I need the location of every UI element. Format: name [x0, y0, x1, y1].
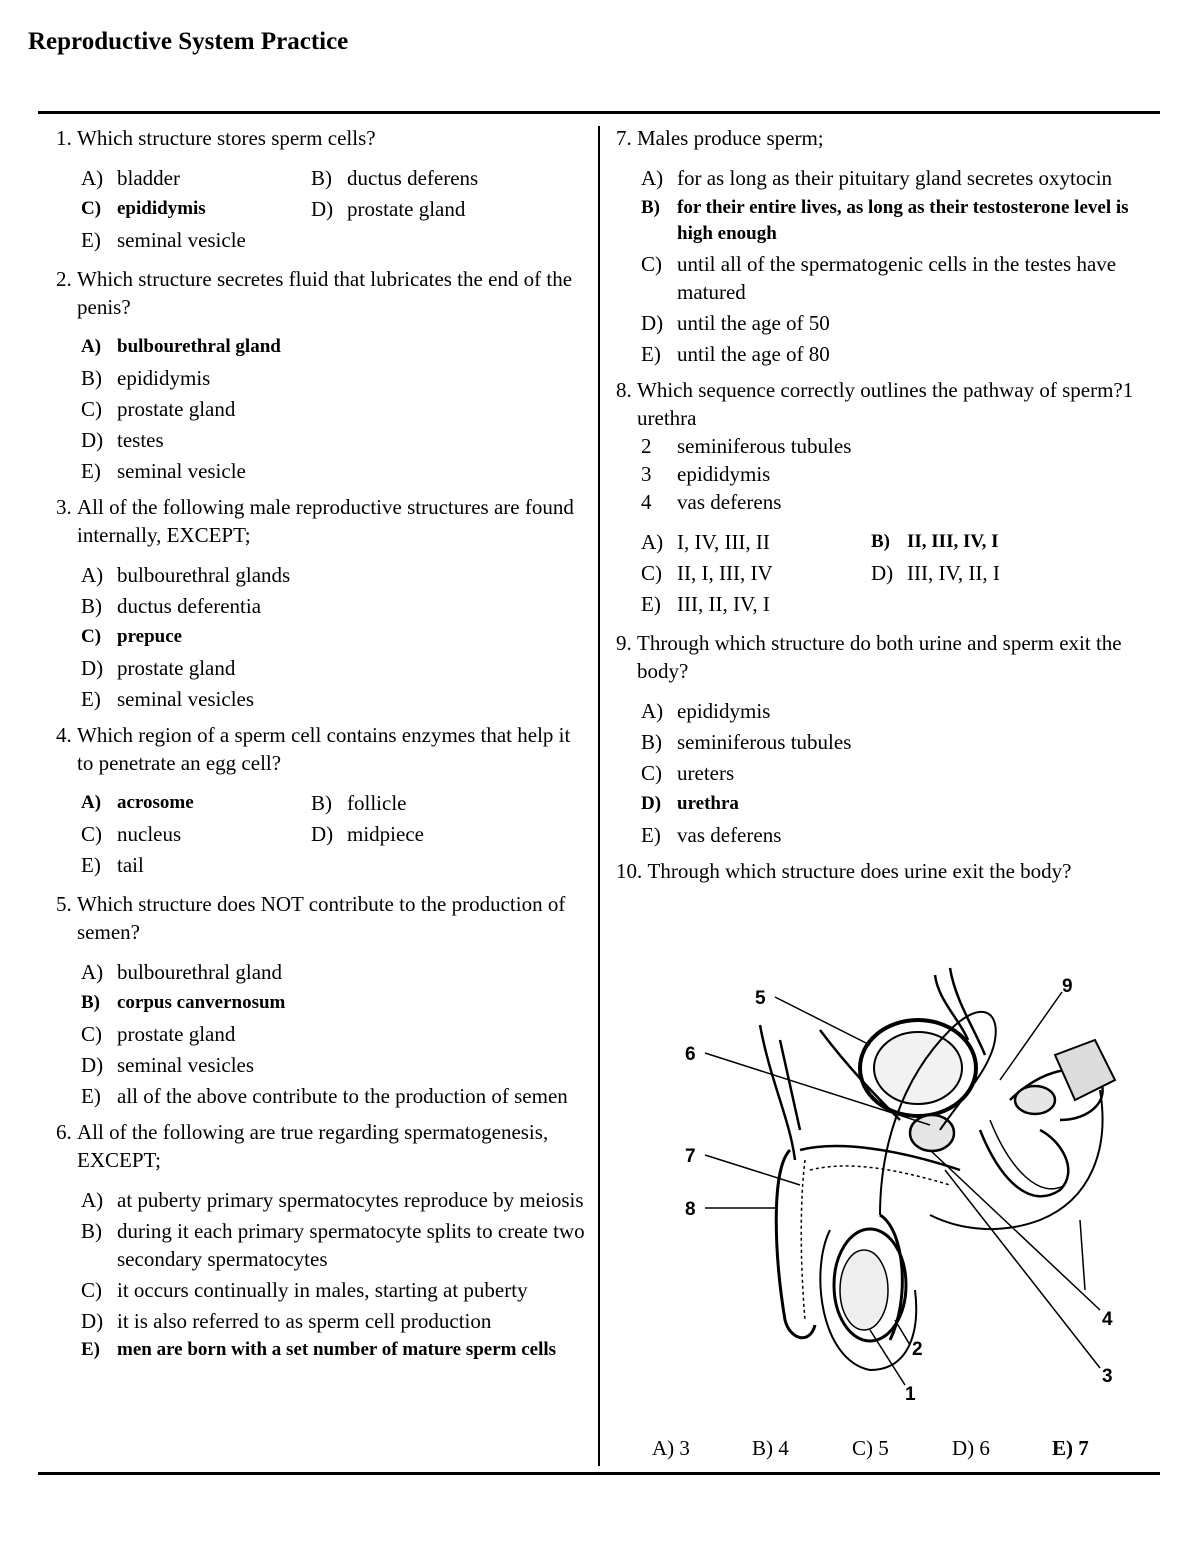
column-divider [598, 126, 600, 1466]
option-c-correct: C) epididymis [81, 198, 206, 219]
diagram-label-7: 7 [685, 1146, 696, 1167]
option-a: A) for as long as their pituitary gland secretes oxytocin [641, 166, 1113, 190]
left-column [56, 124, 586, 1370]
option-c: C) II, I, III, IV [641, 561, 773, 585]
option-b: B) during it each primary spermatocyte splits to create two secondary spermatocytes [81, 1219, 585, 1271]
question-number: 1. [56, 126, 77, 150]
question-number: 6. [56, 1120, 77, 1144]
diagram-label-8: 8 [685, 1199, 696, 1220]
diagram-label-5: 5 [755, 988, 766, 1009]
sequence-item: 3 epididymis [641, 462, 771, 486]
question-10-options [652, 1436, 1152, 1461]
diagram-label-4: 4 [1102, 1309, 1113, 1330]
option-d: D) testes [81, 428, 164, 452]
option-c-correct: C) prepuce [81, 626, 183, 647]
male-reproductive-diagram [640, 955, 1160, 1415]
option-b: B) epididymis [81, 366, 211, 390]
option-e: E) seminal vesicle [81, 459, 246, 483]
diagram-label-9: 9 [1062, 976, 1073, 997]
question-10 [616, 857, 1161, 885]
question-8 [616, 376, 1161, 621]
option-d: D) midpiece [311, 822, 424, 846]
question-1 [56, 124, 586, 257]
question-number: 8. [616, 378, 637, 402]
option-c: C) prostate gland [81, 1022, 236, 1046]
option-c: C) nucleus [81, 822, 182, 846]
option-b-correct: B) corpus canvernosum [81, 992, 286, 1013]
page-title: Reproductive System Practice [28, 28, 349, 55]
diagram-label-1: 1 [905, 1384, 916, 1405]
question-text: Which sequence correctly outlines the pathway of sperm?1 urethra [637, 378, 1155, 430]
option-d: D) prostate gland [81, 656, 236, 680]
option-d: D) 6 [952, 1436, 990, 1460]
question-number: 4. [56, 723, 77, 747]
question-3 [56, 493, 586, 713]
option-e: E) tail [81, 853, 144, 877]
option-d: D) it is also referred to as sperm cell production [81, 1309, 492, 1333]
option-e: E) III, II, IV, I [641, 592, 770, 616]
option-e: E) until the age of 80 [641, 342, 830, 366]
option-a: A) bulbourethral glands [81, 563, 291, 587]
option-d: D) seminal vesicles [81, 1053, 255, 1077]
option-a-correct: A) acrosome [81, 792, 194, 813]
right-column [616, 124, 1161, 893]
question-number: 2. [56, 267, 77, 291]
option-b-correct: B) for their entire lives, as long as their testosterone level is high enough [641, 197, 1129, 244]
option-e: E) all of the above contribute to the production of semen [81, 1084, 568, 1108]
option-d: D) prostate gland [311, 197, 466, 221]
question-number: 5. [56, 892, 77, 916]
diagram-label-2: 2 [912, 1339, 923, 1360]
question-text: Which structure does NOT contribute to the production of semen? [77, 892, 566, 944]
diagram-label-6: 6 [685, 1044, 696, 1065]
option-b: B) seminiferous tubules [641, 730, 852, 754]
bottom-rule [38, 1472, 1160, 1475]
option-d-correct: D) urethra [641, 793, 739, 814]
option-a: A) at puberty primary spermatocytes reproduce by meiosis [81, 1188, 584, 1212]
option-b-correct: B) II, III, IV, I [871, 531, 999, 552]
sequence-list [616, 432, 1161, 516]
option-e: E) seminal vesicles [81, 687, 255, 711]
option-e-correct: E) men are born with a set number of mature sperm cells [81, 1339, 557, 1360]
option-a-correct: A) bulbourethral gland [81, 336, 281, 357]
question-7 [616, 124, 1161, 368]
option-d: D) III, IV, II, I [871, 561, 1000, 585]
question-text: Males produce sperm; [637, 126, 824, 150]
question-5 [56, 890, 586, 1110]
option-a: A) bladder [81, 166, 180, 190]
question-text: Which region of a sperm cell contains enzymes that help it to penetrate an egg cell? [77, 723, 571, 775]
question-number: 10. [616, 859, 648, 883]
sequence-item: 4 vas deferens [641, 490, 782, 514]
option-a: A) I, IV, III, II [641, 530, 770, 554]
question-number: 7. [616, 126, 637, 150]
option-b: B) 4 [752, 1436, 789, 1460]
option-c: C) until all of the spermatogenic cells in the testes have matured [641, 252, 1117, 304]
option-e: E) vas deferens [641, 823, 782, 847]
question-4 [56, 721, 586, 882]
question-number: 9. [616, 631, 637, 655]
option-a: A) epididymis [641, 699, 771, 723]
question-text: All of the following male reproductive structures are found internally, EXCEPT; [77, 495, 574, 547]
option-c: C) it occurs continually in males, starting at puberty [81, 1278, 528, 1302]
question-2 [56, 265, 586, 485]
option-c: C) 5 [852, 1436, 889, 1460]
option-c: C) ureters [641, 761, 735, 785]
top-rule [38, 111, 1160, 114]
option-b: B) ductus deferens [311, 166, 479, 190]
option-e-correct: E) 7 [1052, 1436, 1089, 1460]
question-6 [56, 1118, 586, 1362]
question-9 [616, 629, 1161, 849]
option-b: B) ductus deferentia [81, 594, 262, 618]
question-text: Through which structure does urine exit the body? [647, 859, 1072, 883]
question-text: Which structure stores sperm cells? [77, 126, 376, 150]
question-text: Which structure secretes fluid that lubricates the end of the penis? [77, 267, 573, 319]
question-text: All of the following are true regarding spermatogenesis, EXCEPT; [77, 1120, 549, 1172]
sequence-item: 2 seminiferous tubules [641, 434, 852, 458]
option-b: B) follicle [311, 791, 407, 815]
question-number: 3. [56, 495, 77, 519]
option-a: A) 3 [652, 1436, 690, 1460]
option-c: C) prostate gland [81, 397, 236, 421]
question-text: Through which structure do both urine and sperm exit the body? [637, 631, 1122, 683]
option-a: A) bulbourethral gland [81, 960, 283, 984]
option-d: D) until the age of 50 [641, 311, 830, 335]
option-e: E) seminal vesicle [81, 228, 246, 252]
diagram-label-3: 3 [1102, 1366, 1113, 1387]
